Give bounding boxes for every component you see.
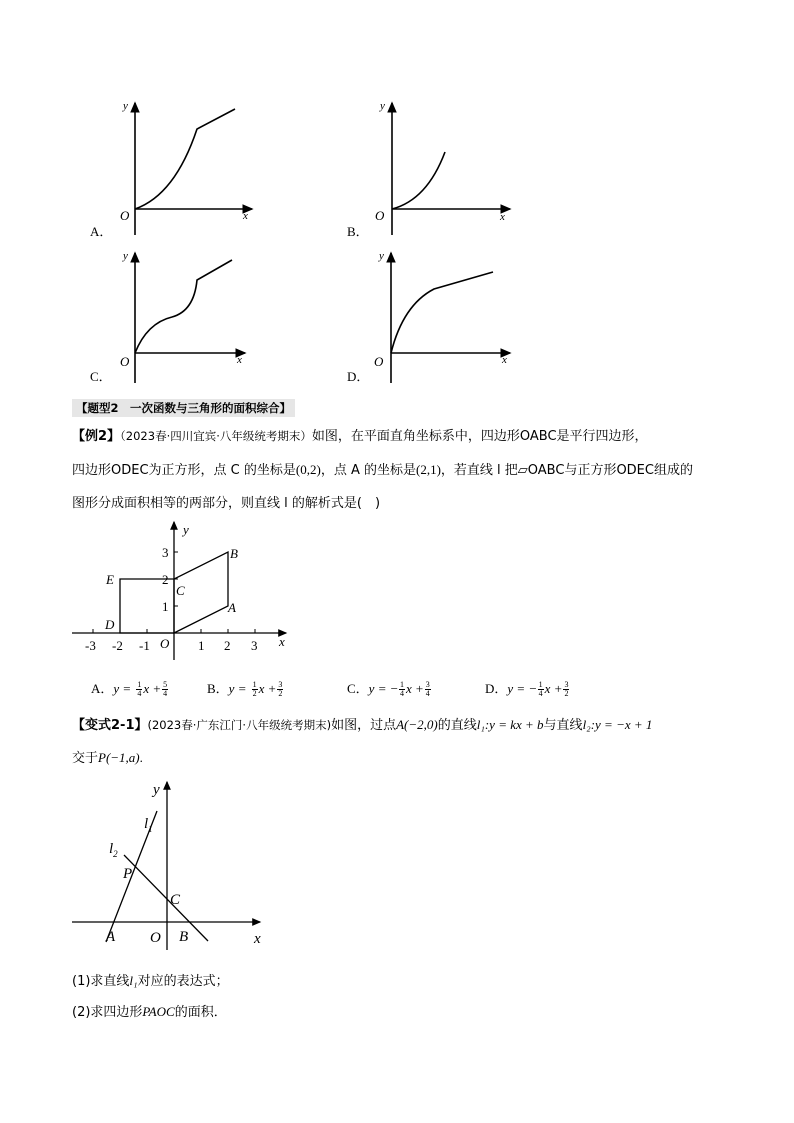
question-2 (72, 1002, 227, 1023)
x-tick-label: 3 (251, 638, 258, 653)
example2-line2 (72, 460, 693, 481)
text-segment: (1)求直线 (72, 974, 130, 989)
slope-numerator: 1 (252, 680, 257, 689)
intercept-denominator: 2 (278, 689, 283, 698)
text-segment: ，若直线 l 把▱OABC与正方形ODEC组成的 (440, 463, 693, 478)
axis-x-label: x (254, 931, 261, 947)
l2-subscript: 2 (113, 849, 118, 859)
intercept-numerator: 5 (163, 680, 168, 689)
axis-y-label: y (123, 100, 128, 112)
example-text: 如图，在平面直角坐标系中，四边形OABC是平行四边形， (311, 429, 648, 444)
x-tick-label: -3 (85, 638, 96, 653)
equation-lhs: y = (113, 681, 132, 696)
equation-x: x + (258, 681, 277, 696)
origin-label: O (120, 354, 130, 369)
l2-equation: l₂:y = −x + 1 (582, 717, 653, 732)
intercept-fraction (277, 681, 283, 698)
slope-sign: − (390, 681, 398, 696)
example-source: （2023春·四川宜宾·八年级统考期末） (120, 429, 312, 443)
text-segment: 交于 (72, 751, 99, 766)
graph-option-c (90, 245, 270, 390)
slope-fraction (399, 681, 405, 698)
graph-option-b (347, 95, 527, 245)
intercept-denominator: 4 (163, 689, 168, 698)
text-segment: 与直线 (543, 718, 583, 733)
graph-option-a (90, 95, 270, 245)
point-c-label: C (170, 892, 181, 908)
variant21-line1 (72, 715, 652, 736)
slope-numerator: 1 (538, 680, 543, 689)
origin-label: O (120, 208, 130, 223)
point-e-label: E (106, 572, 114, 587)
origin-label: O (160, 636, 170, 651)
point-d-label: D (105, 617, 115, 632)
answer-c[interactable] (347, 679, 432, 700)
text-segment: 四边形ODEC为正方形，点 C 的坐标是 (72, 463, 296, 478)
text-segment: 的面积． (174, 1005, 227, 1020)
option-label: B． (207, 681, 229, 696)
slope-denominator: 4 (399, 689, 404, 698)
origin-label: O (150, 930, 161, 946)
c-coord: (0,2) (295, 462, 321, 477)
variant-source: (2023春·广东江门·八年级统考期末) (147, 718, 332, 732)
axis-x-label: x (243, 210, 248, 222)
x-tick-label: 2 (224, 638, 231, 653)
variant21-line2 (72, 748, 143, 769)
answer-a[interactable] (91, 679, 169, 700)
equation-x: x + (143, 681, 162, 696)
quadrilateral-name: PAOC (142, 1004, 175, 1019)
axis-x-label: x (500, 211, 505, 223)
l1-letter: l (144, 816, 149, 832)
a-coord: (2,1) (415, 462, 441, 477)
l2-letter: l (109, 841, 114, 857)
figure-example2 (72, 520, 302, 660)
option-label: A． (90, 224, 113, 239)
example2-line1 (72, 426, 648, 447)
slope-sign: − (529, 681, 537, 696)
point-b-label: B (230, 546, 238, 561)
intercept-numerator: 3 (425, 680, 430, 689)
slope-numerator: 1 (137, 680, 142, 689)
l2-label (109, 841, 118, 859)
x-tick-label: -2 (112, 638, 123, 653)
l1-label (144, 816, 153, 834)
option-label: A． (91, 681, 114, 696)
point-b-label: B (179, 929, 189, 945)
example2-line3: 图形分成面积相等的两部分，则直线 l 的解析式是( ) (72, 496, 381, 511)
point-a-label: A (228, 600, 236, 615)
intercept-numerator: 3 (278, 680, 283, 689)
intercept-denominator: 4 (425, 689, 430, 698)
curve-c (135, 260, 232, 353)
text-segment: 对应的表达式； (137, 974, 229, 989)
y-tick-label: 3 (162, 545, 169, 560)
slope-denominator: 2 (252, 689, 257, 698)
option-label: B． (347, 224, 369, 239)
axis-y-label: y (183, 522, 189, 537)
y-tick-label: 2 (162, 572, 169, 587)
text-segment: (2)求四边形 (72, 1005, 143, 1020)
text-segment: . (139, 750, 143, 765)
option-label: C． (90, 369, 112, 384)
variant-prefix: 【变式2-1】 (72, 718, 148, 733)
origin-label: O (374, 354, 384, 369)
slope-fraction (136, 681, 142, 698)
equation-x: x + (544, 681, 563, 696)
slope-denominator: 4 (538, 689, 543, 698)
slope-fraction (252, 681, 258, 698)
axis-y-label: y (379, 250, 384, 262)
answer-d[interactable] (485, 679, 570, 700)
graph-option-d (347, 245, 527, 390)
point-a-label: A (106, 929, 116, 945)
l1-equation: l₁:y = kx + b (476, 717, 544, 732)
l1-subscript: 1 (148, 824, 153, 834)
y-tick-label: 1 (162, 599, 169, 614)
intercept-fraction (425, 681, 431, 698)
figure-variant21 (72, 778, 272, 953)
equation-x: x + (405, 681, 424, 696)
point-p-coord: P(−1,a) (98, 750, 140, 765)
section-heading: 【题型2 一次函数与三角形的面积综合】 (72, 399, 295, 417)
text-segment: 如图，过点 (331, 718, 397, 733)
example-prefix: 【例2】 (72, 429, 121, 444)
axis-y-label: y (123, 250, 128, 262)
line-l2 (124, 855, 208, 941)
equation-lhs: y = (368, 681, 387, 696)
axis-y-label: y (153, 782, 160, 798)
question-1 (72, 971, 229, 992)
equation-lhs: y = (228, 681, 247, 696)
text-segment: ，点 A 的坐标是 (320, 463, 416, 478)
equation-lhs: y = (507, 681, 526, 696)
axis-x-label: x (237, 354, 242, 366)
point-c-label: C (176, 583, 185, 598)
slope-fraction (538, 681, 544, 698)
axis-y-label: y (380, 100, 385, 112)
x-tick-label: -1 (139, 638, 150, 653)
option-label: D． (485, 681, 508, 696)
line-variable: l₁ (129, 973, 138, 988)
point-p-label: P (123, 866, 133, 882)
intercept-fraction (162, 681, 168, 698)
axis-x-label: x (502, 354, 507, 366)
option-label: C． (347, 681, 369, 696)
text-segment: 的直线 (437, 718, 477, 733)
slope-numerator: 1 (399, 680, 404, 689)
point-a-coord: A(−2,0) (396, 717, 438, 732)
curve-d (391, 272, 493, 353)
intercept-denominator: 2 (564, 689, 569, 698)
x-tick-label: 1 (198, 638, 205, 653)
curve-b (392, 152, 445, 209)
option-label: D． (347, 369, 370, 384)
intercept-numerator: 3 (564, 680, 569, 689)
slope-denominator: 4 (137, 689, 142, 698)
axis-x-label: x (279, 634, 285, 649)
answer-b[interactable] (207, 679, 284, 700)
origin-label: O (375, 208, 385, 223)
intercept-fraction (563, 681, 569, 698)
curve-a (135, 109, 235, 209)
